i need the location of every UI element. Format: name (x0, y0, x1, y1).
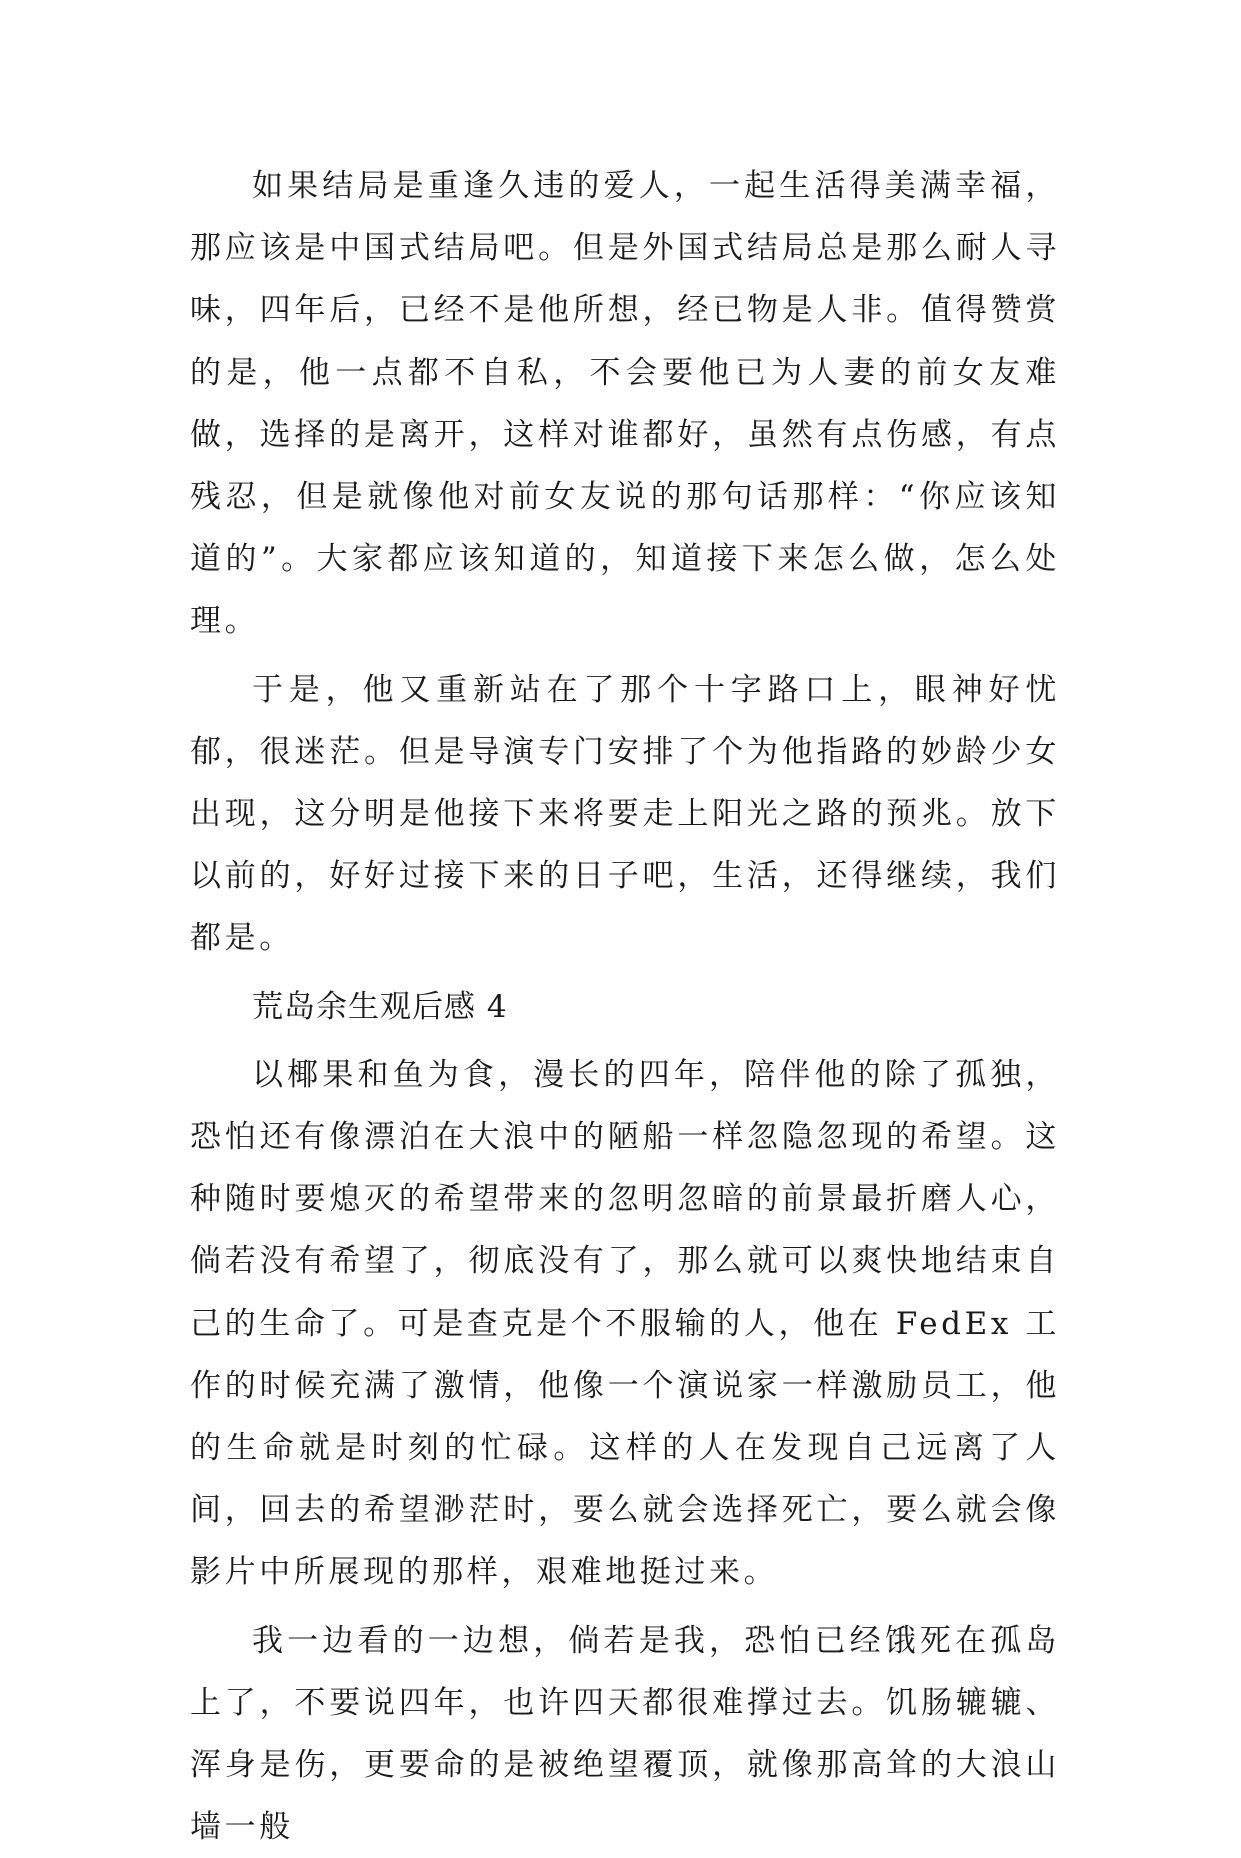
paragraph-ending-reflection: 如果结局是重逢久违的爱人，一起生活得美满幸福，那应该是中国式结局吧。但是外国式结局总是那么耐人寻味，四年后，已经不是他所想，经已物是人非。值得赞赏的是，他一点都不自私，不会要他已为人妻的前女友难做，选择的是离开，这样对谁都好，虽然有点伤感，有点残忍，但是就像他对前女友说的那句话那样：“你应该知道的”。大家都应该知道的，知道接下来怎么做，怎么处理。 (190, 168, 1060, 640)
section-title: 荒岛余生观后感 4 (252, 988, 508, 1025)
paragraph-crossroads: 于是，他又重新站在了那个十字路口上，眼神好忧郁，很迷茫。但是导演专门安排了个为他指路的妙龄少女出现，这分明是他接下来将要走上阳光之路的预兆。放下以前的，好好过接下来的日子吧，生活，还得继续，我们都是。 (190, 671, 1060, 957)
paragraph-island-hope: 以椰果和鱼为食，漫长的四年，陪伴他的除了孤独，恐怕还有像漂泊在大浪中的陋船一样忽隐忽现的希望。这种随时要熄灭的希望带来的忽明忽暗的前景最折磨人心，倘若没有希望了，彻底没有了，那么就可以爽快地结束自己的生命了。可是查克是个不服输的人，他在 FedEx 工作的时候充满了激情，他像一个演说家一样激励员工，他的生命就是时刻的忙碌。这样的人在发现自己远离了人间，回去的希望渺茫时，要么就会选择死亡，要么就会像影片中所展现的那样，艰难地挺过来。 (190, 1056, 1060, 1591)
paragraph-personal-thought: 我一边看的一边想，倘若是我，恐怕已经饿死在孤岛上了，不要说四年，也许四天都很难撑过去。饥肠辘辘、浑身是伤，更要命的是被绝望覆顶，就像那高耸的大浪山墙一般 (190, 1622, 1060, 1846)
document-body (190, 155, 1060, 1858)
